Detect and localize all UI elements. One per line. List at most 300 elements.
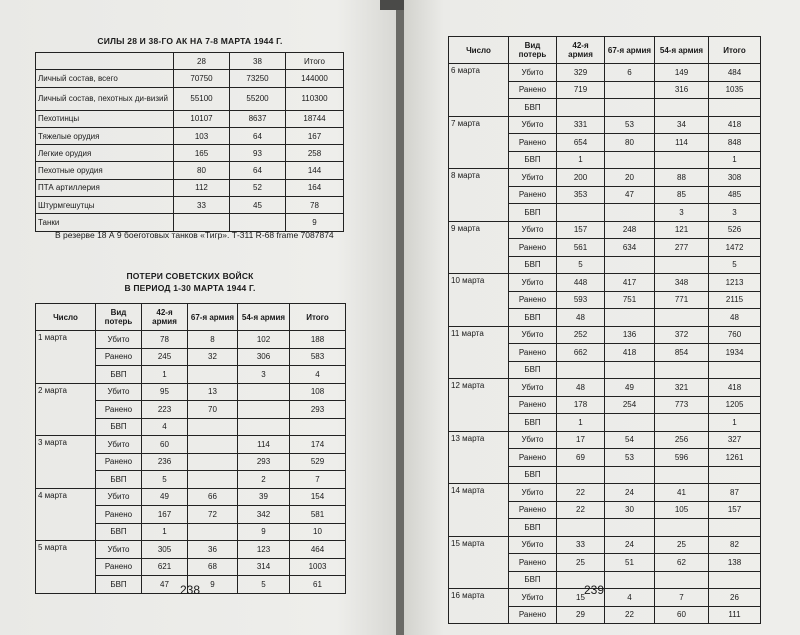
loss-value: 29 — [557, 606, 605, 624]
loss-value: 25 — [557, 554, 605, 572]
loss-value: 252 — [557, 326, 605, 344]
forces-table — [35, 52, 344, 232]
forces-value: 73250 — [230, 70, 286, 87]
loss-value: 8 — [188, 331, 238, 349]
loss-value — [605, 81, 655, 99]
loss-type: Убито — [509, 589, 557, 607]
losses-body — [36, 331, 346, 594]
losses-date: 11 марта — [449, 326, 509, 379]
forces-value: 45 — [230, 197, 286, 214]
losses-row — [449, 169, 761, 187]
loss-value — [605, 151, 655, 169]
loss-value: 596 — [655, 449, 709, 467]
reserve-note: В резерве 18 А 9 боеготовых танков «Тигр». Т-311 R-68 frame 7087874 — [55, 229, 334, 240]
forces-value: 80 — [174, 162, 230, 179]
forces-value: 78 — [286, 197, 344, 214]
losses-header — [36, 304, 346, 331]
loss-value: 157 — [557, 221, 605, 239]
losses-row — [449, 536, 761, 554]
forces-table-body — [36, 70, 344, 231]
forces-value: 165 — [174, 145, 230, 162]
loss-value: 49 — [142, 488, 188, 506]
forces-value: 110300 — [286, 87, 344, 110]
loss-value — [605, 99, 655, 117]
forces-value: 64 — [230, 127, 286, 144]
loss-value — [605, 256, 655, 274]
loss-value — [557, 361, 605, 379]
loss-value: 293 — [238, 453, 290, 471]
forces-value: 144000 — [286, 70, 344, 87]
loss-value: 105 — [655, 501, 709, 519]
loss-value: 593 — [557, 291, 605, 309]
loss-value: 157 — [709, 501, 761, 519]
forces-row-label: Личный состав, всего — [36, 70, 174, 87]
losses-row — [449, 326, 761, 344]
loss-type: БВП — [509, 204, 557, 222]
loss-type: Ранено — [509, 501, 557, 519]
loss-type: Убито — [96, 383, 142, 401]
loss-value: 60 — [655, 606, 709, 624]
loss-value: 331 — [557, 116, 605, 134]
loss-value: 49 — [605, 379, 655, 397]
loss-value — [188, 366, 238, 384]
forces-row — [36, 145, 344, 162]
loss-type: Убито — [96, 436, 142, 454]
forces-value: 144 — [286, 162, 344, 179]
forces-row — [36, 87, 344, 110]
loss-value: 136 — [605, 326, 655, 344]
loss-value: 70 — [188, 401, 238, 419]
loss-value: 1035 — [709, 81, 761, 99]
losses-row — [36, 541, 346, 559]
loss-value: 200 — [557, 169, 605, 187]
loss-value: 245 — [142, 348, 188, 366]
loss-value: 138 — [709, 554, 761, 572]
forces-row — [36, 197, 344, 214]
loss-value: 277 — [655, 239, 709, 257]
right-page — [404, 0, 800, 635]
loss-value: 5 — [709, 256, 761, 274]
loss-value: 82 — [709, 536, 761, 554]
left-page — [0, 0, 396, 635]
loss-type: Убито — [96, 488, 142, 506]
loss-value: 62 — [655, 554, 709, 572]
loss-value — [557, 466, 605, 484]
losses-date: 3 марта — [36, 436, 96, 489]
loss-type: Ранено — [509, 344, 557, 362]
losses-body — [449, 64, 761, 624]
loss-value: 68 — [188, 558, 238, 576]
losses-date: 2 марта — [36, 383, 96, 436]
loss-value — [605, 571, 655, 589]
losses-row — [36, 331, 346, 349]
forces-row-label: Личный состав, пехотных ди-визий — [36, 87, 174, 110]
loss-value: 51 — [605, 554, 655, 572]
loss-type: Убито — [509, 116, 557, 134]
losses-row — [449, 484, 761, 502]
loss-value: 149 — [655, 64, 709, 82]
loss-value — [557, 204, 605, 222]
loss-type: Ранено — [509, 239, 557, 257]
loss-type: БВП — [509, 519, 557, 537]
loss-value: 305 — [142, 541, 188, 559]
loss-value: 293 — [290, 401, 346, 419]
loss-value — [605, 204, 655, 222]
loss-value: 236 — [142, 453, 188, 471]
loss-value: 1213 — [709, 274, 761, 292]
loss-value: 1934 — [709, 344, 761, 362]
loss-value: 108 — [290, 383, 346, 401]
loss-value — [655, 151, 709, 169]
loss-value — [655, 466, 709, 484]
loss-value: 4 — [605, 589, 655, 607]
loss-value — [709, 571, 761, 589]
loss-value — [605, 414, 655, 432]
loss-type: Ранено — [509, 606, 557, 624]
loss-value: 1261 — [709, 449, 761, 467]
loss-value: 654 — [557, 134, 605, 152]
loss-value: 15 — [557, 589, 605, 607]
loss-value: 448 — [557, 274, 605, 292]
loss-value: 25 — [655, 536, 709, 554]
loss-value: 634 — [605, 239, 655, 257]
loss-value: 123 — [238, 541, 290, 559]
loss-value: 174 — [290, 436, 346, 454]
loss-value: 1 — [557, 414, 605, 432]
loss-value: 87 — [709, 484, 761, 502]
loss-value — [290, 418, 346, 436]
loss-value — [557, 99, 605, 117]
loss-value: 39 — [238, 488, 290, 506]
loss-type: БВП — [509, 99, 557, 117]
loss-value: 48 — [557, 379, 605, 397]
loss-value: 581 — [290, 506, 346, 524]
loss-value: 485 — [709, 186, 761, 204]
loss-value: 20 — [605, 169, 655, 187]
loss-value — [655, 414, 709, 432]
loss-value — [188, 436, 238, 454]
loss-value — [605, 361, 655, 379]
loss-value: 464 — [290, 541, 346, 559]
losses-header — [449, 37, 761, 64]
loss-value — [238, 401, 290, 419]
loss-value: 7 — [655, 589, 709, 607]
loss-value: 22 — [605, 606, 655, 624]
loss-value — [605, 519, 655, 537]
loss-value: 178 — [557, 396, 605, 414]
loss-value: 34 — [655, 116, 709, 134]
loss-value — [655, 571, 709, 589]
loss-value: 188 — [290, 331, 346, 349]
loss-value: 102 — [238, 331, 290, 349]
loss-value: 9 — [238, 523, 290, 541]
loss-type: БВП — [509, 414, 557, 432]
loss-value: 60 — [142, 436, 188, 454]
loss-value: 167 — [142, 506, 188, 524]
loss-value: 7 — [290, 471, 346, 489]
loss-value — [188, 523, 238, 541]
forces-row — [36, 127, 344, 144]
loss-value — [557, 519, 605, 537]
losses-title-line-2: В ПЕРИОД 1-30 МАРТА 1944 Г. — [124, 283, 256, 293]
loss-value — [655, 256, 709, 274]
forces-row-label: ПТА артиллерия — [36, 179, 174, 196]
forces-header-cell — [36, 53, 174, 70]
loss-value: 47 — [142, 576, 188, 594]
loss-value — [188, 418, 238, 436]
losses-date: 7 марта — [449, 116, 509, 169]
loss-type: Убито — [509, 379, 557, 397]
loss-type: БВП — [96, 471, 142, 489]
loss-value: 22 — [557, 501, 605, 519]
loss-value: 1003 — [290, 558, 346, 576]
loss-value: 4 — [290, 366, 346, 384]
loss-value: 3 — [709, 204, 761, 222]
loss-value: 30 — [605, 501, 655, 519]
loss-value: 418 — [605, 344, 655, 362]
loss-value: 418 — [709, 116, 761, 134]
loss-type: БВП — [509, 571, 557, 589]
losses-date: 15 марта — [449, 536, 509, 589]
loss-value: 372 — [655, 326, 709, 344]
loss-value: 417 — [605, 274, 655, 292]
loss-type: Ранено — [96, 348, 142, 366]
loss-value: 348 — [655, 274, 709, 292]
losses-header-cell: Итого — [709, 37, 761, 64]
forces-header-cell: 38 — [230, 53, 286, 70]
forces-value: 55200 — [230, 87, 286, 110]
loss-value: 69 — [557, 449, 605, 467]
loss-type: БВП — [96, 366, 142, 384]
loss-value: 308 — [709, 169, 761, 187]
loss-value: 1 — [709, 151, 761, 169]
loss-value: 854 — [655, 344, 709, 362]
loss-type: Убито — [509, 64, 557, 82]
forces-value: 33 — [174, 197, 230, 214]
loss-value: 621 — [142, 558, 188, 576]
losses-row — [36, 383, 346, 401]
loss-value: 662 — [557, 344, 605, 362]
losses-date: 12 марта — [449, 379, 509, 432]
loss-value: 32 — [188, 348, 238, 366]
loss-value: 95 — [142, 383, 188, 401]
loss-value: 66 — [188, 488, 238, 506]
loss-value: 1472 — [709, 239, 761, 257]
losses-header-cell: Число — [36, 304, 96, 331]
forces-row-label: Пехотные орудия — [36, 162, 174, 179]
loss-value: 78 — [142, 331, 188, 349]
forces-row-label: Танки — [36, 214, 174, 231]
loss-value: 5 — [557, 256, 605, 274]
loss-type: БВП — [509, 309, 557, 327]
loss-type: Ранено — [96, 453, 142, 471]
loss-value: 114 — [238, 436, 290, 454]
losses-date: 9 марта — [449, 221, 509, 274]
loss-value: 418 — [709, 379, 761, 397]
losses-date: 1 марта — [36, 331, 96, 384]
loss-value — [655, 519, 709, 537]
loss-value — [709, 519, 761, 537]
loss-value — [655, 309, 709, 327]
loss-value: 342 — [238, 506, 290, 524]
loss-value: 1 — [557, 151, 605, 169]
loss-value: 13 — [188, 383, 238, 401]
forces-row — [36, 70, 344, 87]
losses-row — [449, 116, 761, 134]
book-gutter — [396, 0, 404, 635]
loss-value: 484 — [709, 64, 761, 82]
forces-row — [36, 179, 344, 196]
loss-value: 2115 — [709, 291, 761, 309]
loss-type: БВП — [509, 361, 557, 379]
loss-value: 4 — [142, 418, 188, 436]
loss-value: 3 — [238, 366, 290, 384]
loss-value: 22 — [557, 484, 605, 502]
loss-value: 256 — [655, 431, 709, 449]
forces-value: 8637 — [230, 110, 286, 127]
loss-value: 353 — [557, 186, 605, 204]
losses-header-cell: 67-я армия — [605, 37, 655, 64]
forces-value: 64 — [230, 162, 286, 179]
loss-value: 2 — [238, 471, 290, 489]
loss-value: 10 — [290, 523, 346, 541]
losses-row — [449, 379, 761, 397]
loss-value: 327 — [709, 431, 761, 449]
losses-date: 13 марта — [449, 431, 509, 484]
forces-value: 52 — [230, 179, 286, 196]
loss-type: Убито — [96, 541, 142, 559]
loss-value: 72 — [188, 506, 238, 524]
page-number-left: 238 — [180, 583, 201, 597]
losses-header-cell: Итого — [290, 304, 346, 331]
loss-type: Ранено — [509, 291, 557, 309]
loss-value — [655, 361, 709, 379]
forces-table-title: СИЛЫ 28 И 38-ГО АК НА 7-8 МАРТА 1944 Г. — [97, 36, 283, 46]
loss-value: 223 — [142, 401, 188, 419]
losses-header-cell: 67-я армия — [188, 304, 238, 331]
loss-value: 751 — [605, 291, 655, 309]
forces-value: 9 — [286, 214, 344, 231]
loss-type: БВП — [96, 523, 142, 541]
loss-type: Убито — [509, 431, 557, 449]
loss-value: 254 — [605, 396, 655, 414]
loss-value: 1 — [709, 414, 761, 432]
loss-value: 36 — [188, 541, 238, 559]
loss-value: 760 — [709, 326, 761, 344]
loss-value — [238, 383, 290, 401]
loss-type: Убито — [509, 221, 557, 239]
losses-date: 6 марта — [449, 64, 509, 117]
loss-value: 314 — [238, 558, 290, 576]
loss-value: 48 — [557, 309, 605, 327]
loss-value: 9 — [188, 576, 238, 594]
loss-value: 561 — [557, 239, 605, 257]
loss-value: 773 — [655, 396, 709, 414]
loss-value: 1205 — [709, 396, 761, 414]
loss-type: Убито — [509, 326, 557, 344]
loss-value: 114 — [655, 134, 709, 152]
loss-value: 3 — [655, 204, 709, 222]
loss-value: 329 — [557, 64, 605, 82]
losses-header-cell: 54-я армия — [238, 304, 290, 331]
loss-value — [709, 361, 761, 379]
loss-value: 154 — [290, 488, 346, 506]
loss-value: 54 — [605, 431, 655, 449]
loss-value: 24 — [605, 536, 655, 554]
page-number-right: 239 — [584, 583, 605, 597]
loss-value: 306 — [238, 348, 290, 366]
loss-type: Ранено — [96, 506, 142, 524]
losses-header-cell: Вид потерь — [509, 37, 557, 64]
forces-value: 167 — [286, 127, 344, 144]
loss-value: 526 — [709, 221, 761, 239]
loss-type: Ранено — [509, 396, 557, 414]
forces-header-cell: 28 — [174, 53, 230, 70]
losses-header-cell: 42-я армия — [557, 37, 605, 64]
losses-row — [449, 431, 761, 449]
loss-value: 47 — [605, 186, 655, 204]
loss-type: БВП — [509, 466, 557, 484]
loss-value: 53 — [605, 116, 655, 134]
loss-value: 1 — [142, 523, 188, 541]
loss-type: Ранено — [509, 449, 557, 467]
loss-type: Убито — [509, 274, 557, 292]
losses-table-title — [35, 270, 345, 294]
forces-row-label: Легкие орудия — [36, 145, 174, 162]
losses-row — [36, 488, 346, 506]
loss-value: 24 — [605, 484, 655, 502]
loss-value — [238, 418, 290, 436]
loss-type: БВП — [96, 418, 142, 436]
loss-value: 5 — [238, 576, 290, 594]
loss-value: 41 — [655, 484, 709, 502]
forces-value: 18744 — [286, 110, 344, 127]
losses-header-cell: 54-я армия — [655, 37, 709, 64]
losses-date: 4 марта — [36, 488, 96, 541]
losses-row — [449, 64, 761, 82]
loss-value — [188, 471, 238, 489]
loss-type: БВП — [509, 151, 557, 169]
loss-value: 719 — [557, 81, 605, 99]
losses-date: 16 марта — [449, 589, 509, 624]
losses-row — [449, 221, 761, 239]
loss-value — [188, 453, 238, 471]
loss-type: БВП — [96, 576, 142, 594]
losses-header-cell: Число — [449, 37, 509, 64]
loss-value: 88 — [655, 169, 709, 187]
forces-value: 164 — [286, 179, 344, 196]
loss-value — [655, 99, 709, 117]
forces-row-label: Штурмгешутцы — [36, 197, 174, 214]
loss-value: 17 — [557, 431, 605, 449]
loss-value — [605, 309, 655, 327]
loss-type: БВП — [509, 256, 557, 274]
losses-date: 5 марта — [36, 541, 96, 594]
forces-value: 55100 — [174, 87, 230, 110]
loss-value: 53 — [605, 449, 655, 467]
loss-value: 111 — [709, 606, 761, 624]
losses-row — [449, 274, 761, 292]
loss-value: 85 — [655, 186, 709, 204]
loss-value: 321 — [655, 379, 709, 397]
loss-value: 529 — [290, 453, 346, 471]
loss-value — [605, 466, 655, 484]
loss-value: 33 — [557, 536, 605, 554]
loss-type: Ранено — [509, 81, 557, 99]
losses-date: 14 марта — [449, 484, 509, 537]
loss-value: 80 — [605, 134, 655, 152]
loss-value: 583 — [290, 348, 346, 366]
